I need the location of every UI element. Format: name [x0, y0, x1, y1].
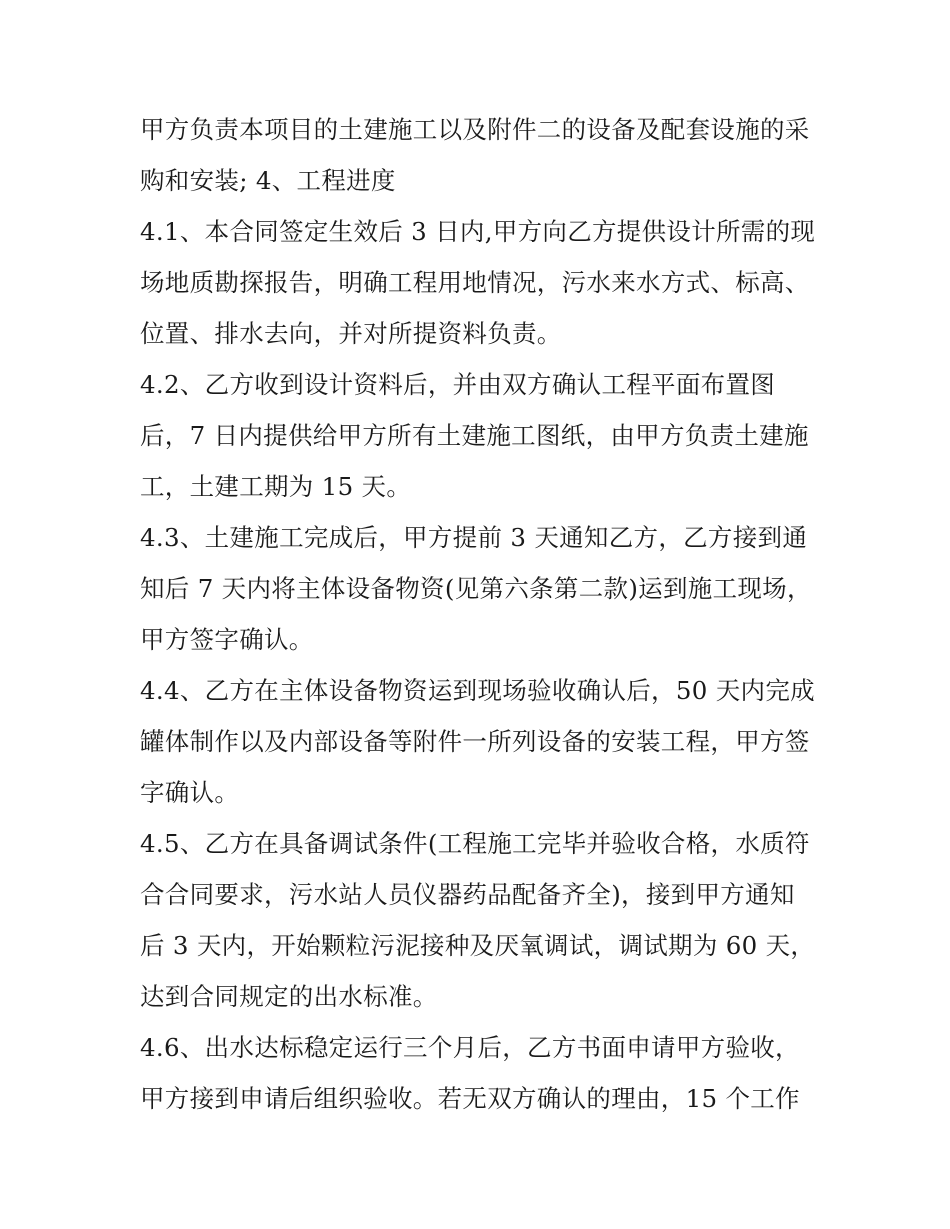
text-line: 场地质勘探报告，明确工程用地情况，污水来水方式、标高、	[140, 268, 810, 297]
text-line: 字确认。	[140, 778, 240, 807]
text-line: 知后 7 天内将主体设备物资(见第六条第二款)运到施工现场，	[140, 574, 812, 603]
text-line: 后，7 日内提供给甲方所有土建施工图纸，由甲方负责土建施	[140, 421, 809, 450]
text-line: 4.4、乙方在主体设备物资运到现场验收确认后，50 天内完成	[140, 676, 815, 705]
text-line: 4.2、乙方收到设计资料后，并由双方确认工程平面布置图	[140, 370, 776, 399]
text-line: 达到合同规定的出水标准。	[140, 982, 438, 1011]
text-line: 4.6、出水达标稳定运行三个月后，乙方书面申请甲方验收，	[140, 1033, 800, 1062]
text-line: 4.5、乙方在具备调试条件(工程施工完毕并验收合格，水质符	[140, 829, 810, 858]
text-line: 甲方负责本项目的土建施工以及附件二的设备及配套设施的采	[140, 115, 810, 144]
text-line: 4.1、本合同签定生效后 3 日内,甲方向乙方提供设计所需的现	[140, 217, 816, 246]
text-line: 罐体制作以及内部设备等附件一所列设备的安装工程，甲方签	[140, 727, 810, 756]
text-line: 甲方接到申请后组织验收。若无双方确认的理由，15 个工作	[140, 1084, 800, 1113]
text-line: 4.3、土建施工完成后，甲方提前 3 天通知乙方，乙方接到通	[140, 523, 808, 552]
text-line: 合合同要求，污水站人员仪器药品配备齐全)，接到甲方通知	[140, 880, 795, 909]
text-line: 工，土建工期为 15 天。	[140, 472, 412, 501]
document-body	[140, 104, 830, 1124]
text-line: 甲方签字确认。	[140, 625, 314, 654]
text-line: 后 3 天内，开始颗粒污泥接种及厌氧调试，调试期为 60 天，	[140, 931, 816, 960]
text-line: 购和安装; 4、工程进度	[140, 166, 396, 195]
text-line: 位置、排水去向，并对所提资料负责。	[140, 319, 562, 348]
